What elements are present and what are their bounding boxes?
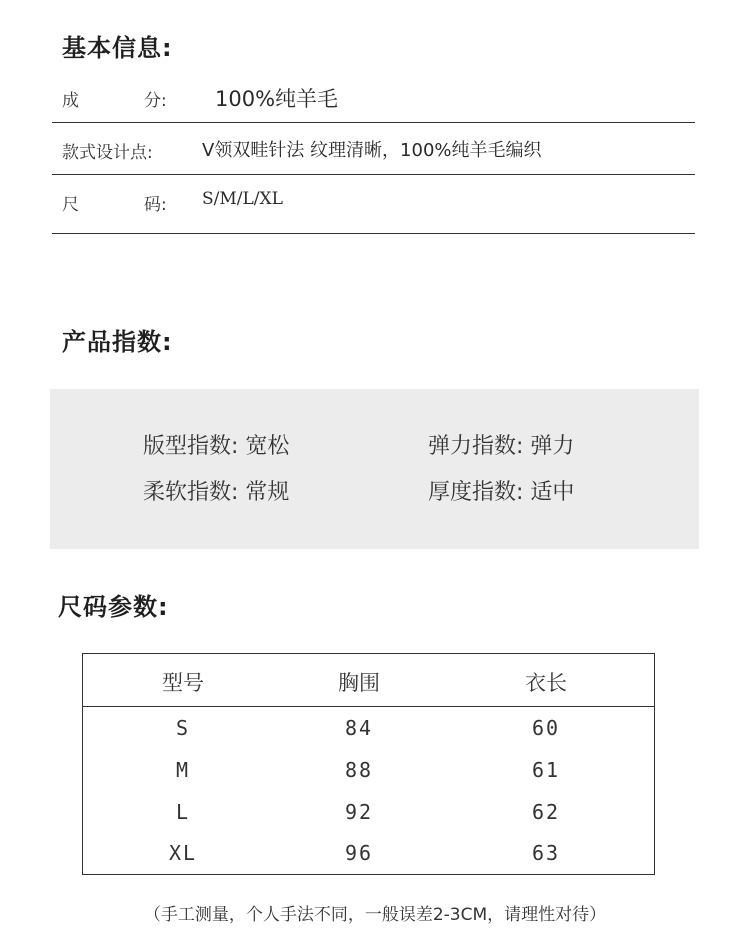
index-softness-label: 柔软指数 bbox=[143, 480, 232, 505]
header-length: 衣长 bbox=[525, 671, 567, 695]
size-params-title: 尺码参数: bbox=[58, 593, 169, 621]
info-value-size: S/M/L/XL bbox=[202, 189, 283, 209]
basic-info-title: 基本信息: bbox=[62, 34, 173, 62]
info-label-size-b: 码: bbox=[144, 195, 167, 215]
size-table bbox=[82, 653, 655, 875]
cell-length: 61 bbox=[531, 758, 561, 782]
index-fit-value: 宽松 bbox=[245, 434, 290, 459]
index-fit-label: 版型指数 bbox=[143, 434, 232, 459]
cell-chest: 96 bbox=[344, 841, 374, 865]
info-row-composition bbox=[52, 70, 695, 123]
index-thickness: 厚度指数: 适中 bbox=[428, 480, 575, 505]
cell-model: XL bbox=[168, 841, 198, 865]
measurement-note: （手工测量，个人手法不同，一般误差2-3CM，请理性对待） bbox=[143, 905, 607, 925]
info-row-size bbox=[52, 174, 695, 234]
index-fit: 版型指数: 宽松 bbox=[143, 434, 290, 459]
index-softness-value: 常规 bbox=[245, 480, 290, 505]
cell-length: 63 bbox=[531, 841, 561, 865]
cell-model: L bbox=[175, 800, 191, 824]
info-label-size-a: 尺 bbox=[62, 195, 79, 215]
header-model: 型号 bbox=[162, 671, 204, 695]
cell-model: S bbox=[175, 716, 191, 740]
info-label-composition-a: 成 bbox=[62, 91, 79, 111]
index-thickness-value: 适中 bbox=[530, 480, 575, 505]
cell-length: 60 bbox=[531, 716, 561, 740]
header-chest: 胸围 bbox=[338, 671, 380, 695]
cell-chest: 92 bbox=[344, 800, 374, 824]
info-label-composition-b: 分: bbox=[144, 91, 167, 111]
info-label-design: 款式设计点: bbox=[62, 143, 153, 163]
cell-model: M bbox=[175, 758, 191, 782]
cell-chest: 88 bbox=[344, 758, 374, 782]
info-row-design bbox=[52, 122, 695, 175]
index-thickness-label: 厚度指数 bbox=[428, 480, 517, 505]
product-index-panel bbox=[50, 389, 699, 549]
index-elasticity: 弹力指数: 弹力 bbox=[428, 434, 575, 459]
index-elasticity-label: 弹力指数 bbox=[428, 434, 517, 459]
index-softness: 柔软指数: 常规 bbox=[143, 480, 290, 505]
cell-length: 62 bbox=[531, 800, 561, 824]
info-value-design: V领双畦针法 纹理清晰，100%纯羊毛编织 bbox=[202, 140, 542, 161]
size-table-header bbox=[83, 654, 654, 707]
cell-chest: 84 bbox=[344, 716, 374, 740]
index-elasticity-value: 弹力 bbox=[530, 434, 575, 459]
product-index-title: 产品指数: bbox=[62, 328, 173, 356]
info-value-composition: 100%纯羊毛 bbox=[215, 87, 339, 111]
